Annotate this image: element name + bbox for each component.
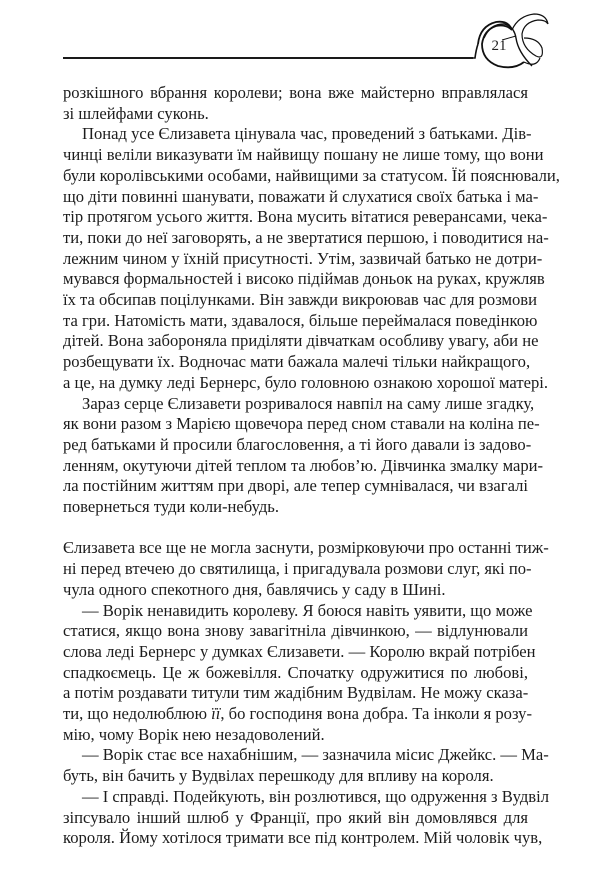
paragraph-dialogue (63, 745, 549, 786)
text-line: Понад усе Єлизавета цінувала час, проведений з батьками. Дів- (82, 124, 532, 144)
text-line: тір протягом усього життя. Вона мусить вітатися реверансами, чека- (63, 207, 548, 227)
text-line: розкішного вбрання королеви; вона вже майстерно вправлялася (63, 83, 528, 102)
text-line: та гри. Натомість мати, здавалося, більше переймалася поведінкою (63, 310, 538, 330)
italic-emphasis: її (211, 704, 221, 724)
header-rule (63, 57, 473, 59)
text-line: лежним чином у їхній присутності. Утім, зазвичай батько не дотри- (63, 248, 543, 268)
text-line: що діти повинні шанувати, поважати й слухатися своїх батька і ма- (63, 186, 539, 206)
text-line: — І справді. Подейкують, він розлютився, що одруження з Вудвіл (82, 786, 550, 806)
text-line: короля. Йому хотілося тримати все під контролем. Мій чоловік чув, (63, 828, 543, 848)
text-line: були королівськими особами, найвищими за статусом. Їй пояснювали, (63, 165, 560, 185)
text-line: повернеться туди коли-небудь. (63, 497, 279, 517)
text-line: ред батьками й просили благословення, а ті його давали із задово- (63, 434, 532, 454)
text-line: мію, чому Ворік нею незадоволений. (63, 724, 325, 744)
paragraph (63, 124, 560, 393)
text-line: буть, він бачить у Вудвілах перешкоду для впливу на короля. (63, 766, 494, 786)
text-line: — Ворік стає все нахабнішим, — зазначила місис Джейкс. — Ма- (82, 745, 549, 765)
paragraph-dialogue (63, 786, 550, 849)
paragraph (63, 393, 544, 518)
paragraph-section-start (63, 538, 549, 600)
text-line: розбещувати їх. Водночас мати бажала малечі тільки найкращого, (63, 352, 531, 372)
text-line: як вони разом з Марією щовечора перед сном ставали на коліна пе- (63, 414, 540, 434)
text-line: зі шлейфами суконь. (63, 103, 209, 123)
text-line: зіпсувало інший шлюб у Франції, про який він домовлявся для (63, 807, 528, 827)
text-line: а потім роздавати титули тим жадібним Вудвілам. Не можу сказа- (63, 683, 529, 703)
text-line: спадкоємець. Це ж божевілля. Спочатку одружитися по любові, (63, 662, 528, 682)
text-line: Єлизавета все ще не могла заснути, розмірковуючи про останні тиж- (63, 538, 549, 558)
text-line: слова леді Бернерс у думках Єлизавети. — Королю вкрай потрібен (63, 641, 536, 661)
body-text (63, 83, 560, 849)
text-line: ні перед втечею до святилища, і пригадувала розмови слуг, які по- (63, 559, 532, 579)
text-line: статися, якщо вона знову завагітніла дівчинкою, — відлунювали (63, 621, 528, 641)
text-line: мувався формальностей і високо підіймав доньок на руках, кружляв (63, 269, 545, 289)
paragraph-dialogue (63, 600, 536, 746)
text-line-with-italic: ти, що недолюблюю її, бо господиня вона добра. Та інколи я розу- (63, 704, 533, 724)
text-line: Зараз серце Єлизавети розривалося навпіл на саму лише згадку, (82, 393, 535, 413)
text-line: а це, на думку леді Бернерс, було головною ознакою хорошої матері. (63, 372, 549, 392)
page-number: 21 (491, 38, 507, 54)
text-line: чинці веліли виказувати їм найвищу пошану не лише тому, що вони (63, 145, 544, 165)
text-line: їх та обсипав поцілунками. Він завжди викроював час для розмови (63, 290, 538, 310)
text-line: ти, поки до неї заговорять, а не звертатися першою, і поводитися на- (63, 227, 549, 247)
text-line: чула одного спекотного дня, бавлячись у саду в Шині. (63, 579, 446, 599)
text-line: ленням, окутуючи дітей теплом та любов’ю. Дівчинка змалку мари- (63, 455, 544, 475)
text-line: ла постійним життям при дворі, але тепер сумнівалася, чи взагалі (63, 476, 528, 496)
paragraph-continuation (63, 83, 528, 124)
text-line: — Ворік ненавидить королеву. Я боюся навіть уявити, що може (82, 600, 533, 620)
text-line: дітей. Вона забороняла приділяти дівчаткам особливу увагу, аби не (63, 331, 539, 351)
